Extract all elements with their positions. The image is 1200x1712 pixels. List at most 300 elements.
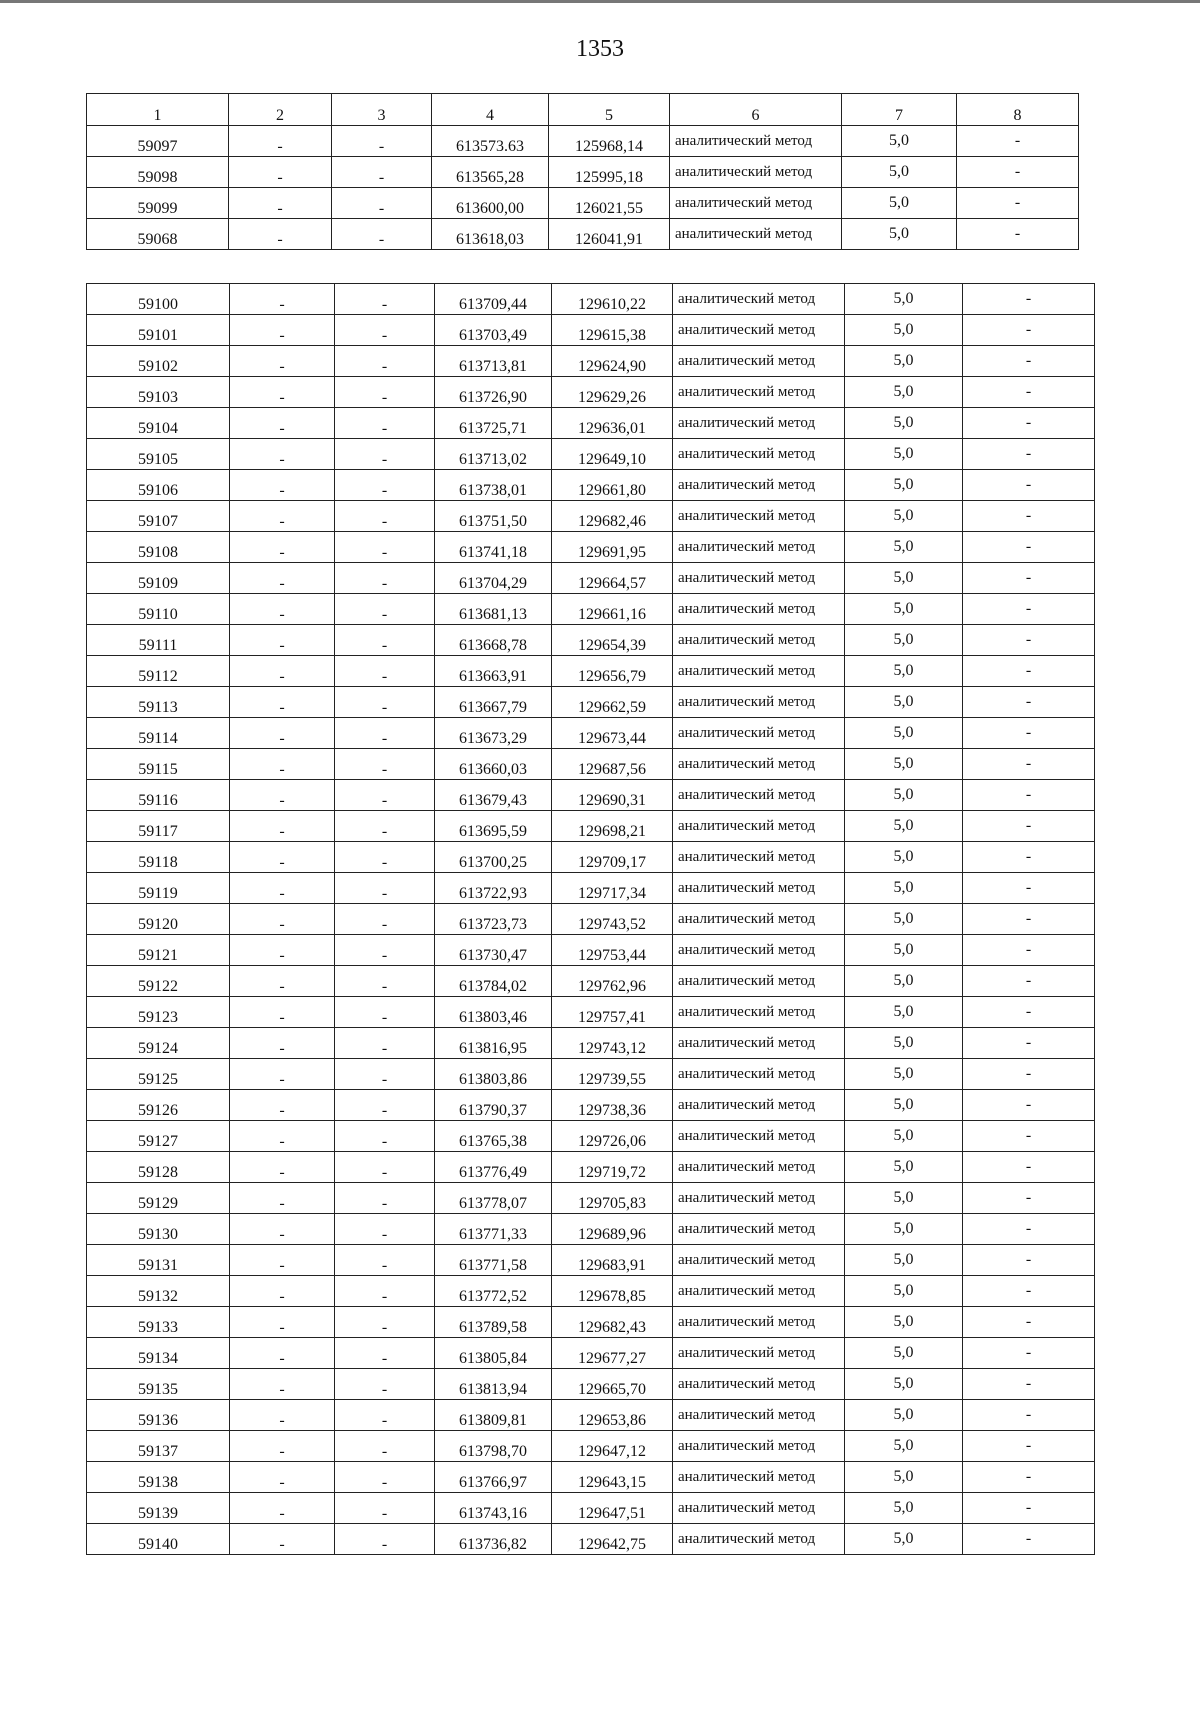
cell-col-2: - [230,1338,335,1369]
cell-col-6: аналитический метод [673,873,845,904]
cell-col-1: 59133 [87,1307,230,1338]
cell-col-2: - [230,1524,335,1555]
cell-col-2: - [230,718,335,749]
cell-col-1: 59068 [87,219,229,250]
cell-col-4: 613771,58 [435,1245,552,1276]
cell-col-8: - [957,219,1079,250]
cell-col-3: - [335,625,435,656]
cell-col-2: - [230,1431,335,1462]
table-row [87,563,1095,594]
cell-col-6: аналитический метод [673,1493,845,1524]
cell-col-5: 129698,21 [552,811,673,842]
cell-col-8: - [957,126,1079,157]
cell-col-5: 129656,79 [552,656,673,687]
cell-col-4: 613723,73 [435,904,552,935]
cell-col-5: 129629,26 [552,377,673,408]
cell-col-5: 129661,16 [552,594,673,625]
cell-col-3: - [335,594,435,625]
cell-col-7: 5,0 [845,1276,963,1307]
cell-col-6: аналитический метод [673,1121,845,1152]
cell-col-7: 5,0 [845,1524,963,1555]
cell-col-6: аналитический метод [673,1369,845,1400]
cell-col-6: аналитический метод [673,377,845,408]
cell-col-4: 613751,50 [435,501,552,532]
coordinates-table-top [86,93,1079,250]
cell-col-1: 59132 [87,1276,230,1307]
cell-col-5: 129690,31 [552,780,673,811]
cell-col-1: 59097 [87,126,229,157]
cell-col-7: 5,0 [845,1369,963,1400]
cell-col-5: 129683,91 [552,1245,673,1276]
cell-col-3: - [335,1183,435,1214]
cell-col-4: 613679,43 [435,780,552,811]
cell-col-7: 7 [842,94,957,126]
cell-col-5: 129610,22 [552,284,673,315]
coordinates-table-bottom [86,283,1095,1555]
table-row [87,126,1079,157]
cell-col-1: 59140 [87,1524,230,1555]
cell-col-4: 613573.63 [432,126,549,157]
cell-col-3: - [335,873,435,904]
table-row [87,1524,1095,1555]
cell-col-8: - [963,718,1095,749]
cell-col-8: - [963,1462,1095,1493]
table-row [87,625,1095,656]
table-row [87,1462,1095,1493]
cell-col-8: - [963,284,1095,315]
cell-col-3: - [335,377,435,408]
cell-col-6: аналитический метод [673,780,845,811]
cell-col-5: 129762,96 [552,966,673,997]
cell-col-3: 3 [332,94,432,126]
cell-col-1: 59129 [87,1183,230,1214]
scan-top-edge [0,0,1200,3]
cell-col-3: - [335,1369,435,1400]
cell-col-8: - [963,966,1095,997]
cell-col-8: - [963,904,1095,935]
cell-col-8: - [963,1121,1095,1152]
cell-col-8: - [963,842,1095,873]
cell-col-6: аналитический метод [670,219,842,250]
cell-col-3: - [335,532,435,563]
cell-col-7: 5,0 [845,408,963,439]
cell-col-7: 5,0 [845,1183,963,1214]
cell-col-1: 59119 [87,873,230,904]
cell-col-8: - [963,780,1095,811]
cell-col-7: 5,0 [845,656,963,687]
cell-col-1: 59115 [87,749,230,780]
cell-col-2: - [230,1493,335,1524]
cell-col-3: - [335,842,435,873]
cell-col-4: 613713,02 [435,439,552,470]
cell-col-7: 5,0 [845,284,963,315]
cell-col-1: 59130 [87,1214,230,1245]
table-row [87,219,1079,250]
cell-col-1: 59135 [87,1369,230,1400]
cell-col-2: - [229,188,332,219]
table-row [87,873,1095,904]
cell-col-3: - [335,1121,435,1152]
cell-col-7: 5,0 [845,1028,963,1059]
cell-col-4: 613725,71 [435,408,552,439]
cell-col-6: аналитический метод [673,594,845,625]
cell-col-3: - [335,749,435,780]
cell-col-7: 5,0 [845,687,963,718]
cell-col-8: - [963,1524,1095,1555]
cell-col-1: 59108 [87,532,230,563]
cell-col-7: 5,0 [845,873,963,904]
cell-col-8: - [963,935,1095,966]
table-row [87,188,1079,219]
cell-col-7: 5,0 [845,966,963,997]
cell-col-8: - [963,470,1095,501]
cell-col-3: - [332,219,432,250]
cell-col-5: 129719,72 [552,1152,673,1183]
cell-col-7: 5,0 [845,532,963,563]
cell-col-4: 613784,02 [435,966,552,997]
cell-col-3: - [335,1400,435,1431]
cell-col-5: 129689,96 [552,1214,673,1245]
cell-col-3: - [335,1276,435,1307]
cell-col-3: - [335,346,435,377]
cell-col-8: - [957,188,1079,219]
cell-col-3: - [335,1028,435,1059]
table-row [87,997,1095,1028]
table-row [87,1493,1095,1524]
cell-col-1: 59116 [87,780,230,811]
cell-col-7: 5,0 [845,1090,963,1121]
cell-col-2: - [230,315,335,346]
cell-col-8: - [963,439,1095,470]
cell-col-4: 613772,52 [435,1276,552,1307]
cell-col-3: - [332,188,432,219]
table-row [87,157,1079,188]
cell-col-1: 59109 [87,563,230,594]
cell-col-5: 129726,06 [552,1121,673,1152]
cell-col-2: - [230,966,335,997]
cell-col-8: - [963,1028,1095,1059]
cell-col-8: - [963,1338,1095,1369]
cell-col-8: - [963,501,1095,532]
table-row [87,904,1095,935]
cell-col-2: - [230,1462,335,1493]
table-row [87,439,1095,470]
cell-col-5: 129662,59 [552,687,673,718]
table-row [87,501,1095,532]
cell-col-4: 613765,38 [435,1121,552,1152]
cell-col-3: - [335,1059,435,1090]
cell-col-4: 613771,33 [435,1214,552,1245]
cell-col-6: аналитический метод [673,346,845,377]
cell-col-8: - [963,873,1095,904]
cell-col-7: 5,0 [845,377,963,408]
cell-col-4: 613736,82 [435,1524,552,1555]
cell-col-6: аналитический метод [673,966,845,997]
cell-col-8: - [963,1152,1095,1183]
cell-col-3: - [335,687,435,718]
cell-col-1: 59137 [87,1431,230,1462]
table-row [87,346,1095,377]
cell-col-1: 59125 [87,1059,230,1090]
cell-col-4: 613709,44 [435,284,552,315]
table-row [87,1152,1095,1183]
cell-col-6: аналитический метод [673,1214,845,1245]
cell-col-7: 5,0 [845,1152,963,1183]
table-row [87,1183,1095,1214]
cell-col-2: 2 [229,94,332,126]
cell-col-4: 613681,13 [435,594,552,625]
cell-col-2: - [230,1400,335,1431]
cell-col-1: 59117 [87,811,230,842]
cell-col-3: - [332,157,432,188]
table-row [87,1121,1095,1152]
table-row [87,1369,1095,1400]
cell-col-8: - [963,1369,1095,1400]
cell-col-8: - [963,1183,1095,1214]
cell-col-4: 613618,03 [432,219,549,250]
cell-col-5: 129643,15 [552,1462,673,1493]
cell-col-7: 5,0 [845,780,963,811]
cell-col-5: 129687,56 [552,749,673,780]
cell-col-3: - [335,1493,435,1524]
cell-col-4: 613809,81 [435,1400,552,1431]
cell-col-2: - [230,1369,335,1400]
cell-col-2: - [230,1152,335,1183]
cell-col-3: - [335,718,435,749]
cell-col-7: 5,0 [845,1245,963,1276]
cell-col-4: 613704,29 [435,563,552,594]
cell-col-5: 129624,90 [552,346,673,377]
cell-col-6: аналитический метод [673,1152,845,1183]
cell-col-5: 129642,75 [552,1524,673,1555]
cell-col-5: 129739,55 [552,1059,673,1090]
cell-col-1: 59134 [87,1338,230,1369]
cell-col-6: аналитический метод [673,470,845,501]
cell-col-1: 59120 [87,904,230,935]
cell-col-4: 613778,07 [435,1183,552,1214]
cell-col-4: 613816,95 [435,1028,552,1059]
cell-col-8: - [963,315,1095,346]
table-row [87,687,1095,718]
cell-col-5: 129649,10 [552,439,673,470]
cell-col-6: аналитический метод [673,997,845,1028]
cell-col-1: 59113 [87,687,230,718]
table-row [87,1276,1095,1307]
table-row [87,1245,1095,1276]
cell-col-1: 59124 [87,1028,230,1059]
cell-col-4: 613805,84 [435,1338,552,1369]
cell-col-1: 59123 [87,997,230,1028]
table-row [87,966,1095,997]
cell-col-2: - [230,1307,335,1338]
cell-col-1: 59121 [87,935,230,966]
cell-col-5: 129665,70 [552,1369,673,1400]
cell-col-7: 5,0 [845,1462,963,1493]
table-row [87,315,1095,346]
cell-col-1: 59114 [87,718,230,749]
cell-col-6: аналитический метод [673,1090,845,1121]
cell-col-4: 613695,59 [435,811,552,842]
cell-col-1: 59122 [87,966,230,997]
cell-col-1: 59126 [87,1090,230,1121]
table-row [87,284,1095,315]
cell-col-4: 613713,81 [435,346,552,377]
table-row [87,749,1095,780]
cell-col-4: 613789,58 [435,1307,552,1338]
cell-col-6: аналитический метод [673,315,845,346]
cell-col-3: - [335,315,435,346]
cell-col-3: - [335,1431,435,1462]
cell-col-5: 129705,83 [552,1183,673,1214]
cell-col-6: аналитический метод [670,157,842,188]
cell-col-1: 59138 [87,1462,230,1493]
cell-col-2: - [230,1028,335,1059]
table-row [87,408,1095,439]
cell-col-5: 129678,85 [552,1276,673,1307]
cell-col-5: 125968,14 [549,126,670,157]
cell-col-6: аналитический метод [673,284,845,315]
cell-col-5: 129653,86 [552,1400,673,1431]
table-row [87,1338,1095,1369]
cell-col-1: 59107 [87,501,230,532]
cell-col-1: 59100 [87,284,230,315]
cell-col-5: 129753,44 [552,935,673,966]
cell-col-8: - [963,1307,1095,1338]
cell-col-3: - [335,1338,435,1369]
cell-col-1: 59118 [87,842,230,873]
cell-col-5: 129654,39 [552,625,673,656]
cell-col-7: 5,0 [845,842,963,873]
cell-col-7: 5,0 [845,1493,963,1524]
cell-col-3: - [332,126,432,157]
cell-col-6: аналитический метод [673,1245,845,1276]
cell-col-7: 5,0 [845,749,963,780]
cell-col-6: аналитический метод [673,718,845,749]
cell-col-7: 5,0 [845,563,963,594]
cell-col-1: 59106 [87,470,230,501]
cell-col-6: аналитический метод [673,1059,845,1090]
cell-col-2: - [230,625,335,656]
cell-col-2: - [230,284,335,315]
cell-col-7: 5,0 [845,997,963,1028]
cell-col-5: 129738,36 [552,1090,673,1121]
cell-col-1: 59111 [87,625,230,656]
cell-col-3: - [335,1245,435,1276]
cell-col-1: 59110 [87,594,230,625]
cell-col-7: 5,0 [842,157,957,188]
cell-col-8: - [963,997,1095,1028]
cell-col-2: - [230,780,335,811]
cell-col-5: 126021,55 [549,188,670,219]
cell-col-7: 5,0 [842,188,957,219]
cell-col-5: 129743,52 [552,904,673,935]
cell-col-2: - [230,811,335,842]
cell-col-7: 5,0 [845,1121,963,1152]
cell-col-8: - [963,1493,1095,1524]
table-row [87,1059,1095,1090]
cell-col-3: - [335,408,435,439]
cell-col-4: 4 [432,94,549,126]
cell-col-4: 613660,03 [435,749,552,780]
cell-col-1: 59136 [87,1400,230,1431]
cell-col-3: - [335,1214,435,1245]
cell-col-6: аналитический метод [670,126,842,157]
cell-col-7: 5,0 [845,315,963,346]
cell-col-2: - [229,126,332,157]
cell-col-3: - [335,1090,435,1121]
cell-col-6: аналитический метод [673,1462,845,1493]
cell-col-2: - [230,1214,335,1245]
cell-col-4: 613663,91 [435,656,552,687]
cell-col-3: - [335,1524,435,1555]
table-row [87,594,1095,625]
cell-col-4: 613565,28 [432,157,549,188]
cell-col-8: - [963,594,1095,625]
cell-col-1: 59127 [87,1121,230,1152]
cell-col-6: аналитический метод [673,842,845,873]
cell-col-4: 613668,78 [435,625,552,656]
cell-col-2: - [230,377,335,408]
cell-col-3: - [335,780,435,811]
cell-col-5: 129615,38 [552,315,673,346]
cell-col-4: 613703,49 [435,315,552,346]
table-row [87,811,1095,842]
cell-col-3: - [335,935,435,966]
table-row [87,780,1095,811]
cell-col-8: - [963,1400,1095,1431]
cell-col-4: 613741,18 [435,532,552,563]
cell-col-5: 129709,17 [552,842,673,873]
table-row [87,532,1095,563]
cell-col-2: - [230,749,335,780]
cell-col-3: - [335,1152,435,1183]
cell-col-1: 59105 [87,439,230,470]
cell-col-5: 129757,41 [552,997,673,1028]
cell-col-6: аналитический метод [673,501,845,532]
table-row [87,377,1095,408]
cell-col-6: аналитический метод [673,904,845,935]
cell-col-1: 59112 [87,656,230,687]
cell-col-3: - [335,439,435,470]
cell-col-6: аналитический метод [673,532,845,563]
table-row [87,842,1095,873]
table-row [87,470,1095,501]
cell-col-7: 5,0 [845,1059,963,1090]
cell-col-6: аналитический метод [673,408,845,439]
cell-col-2: - [230,1059,335,1090]
table-row [87,1431,1095,1462]
cell-col-6: аналитический метод [673,1400,845,1431]
cell-col-8: - [963,656,1095,687]
table-row [87,656,1095,687]
cell-col-6: аналитический метод [673,439,845,470]
cell-col-2: - [230,532,335,563]
cell-col-4: 613743,16 [435,1493,552,1524]
cell-col-5: 129677,27 [552,1338,673,1369]
cell-col-8: - [963,1059,1095,1090]
cell-col-8: - [963,1214,1095,1245]
cell-col-5: 129673,44 [552,718,673,749]
cell-col-1: 59099 [87,188,229,219]
cell-col-7: 5,0 [845,439,963,470]
cell-col-6: аналитический метод [673,1028,845,1059]
cell-col-1: 59128 [87,1152,230,1183]
cell-col-3: - [335,501,435,532]
cell-col-3: - [335,1462,435,1493]
cell-col-2: - [230,997,335,1028]
cell-col-3: - [335,470,435,501]
cell-col-8: - [963,1276,1095,1307]
